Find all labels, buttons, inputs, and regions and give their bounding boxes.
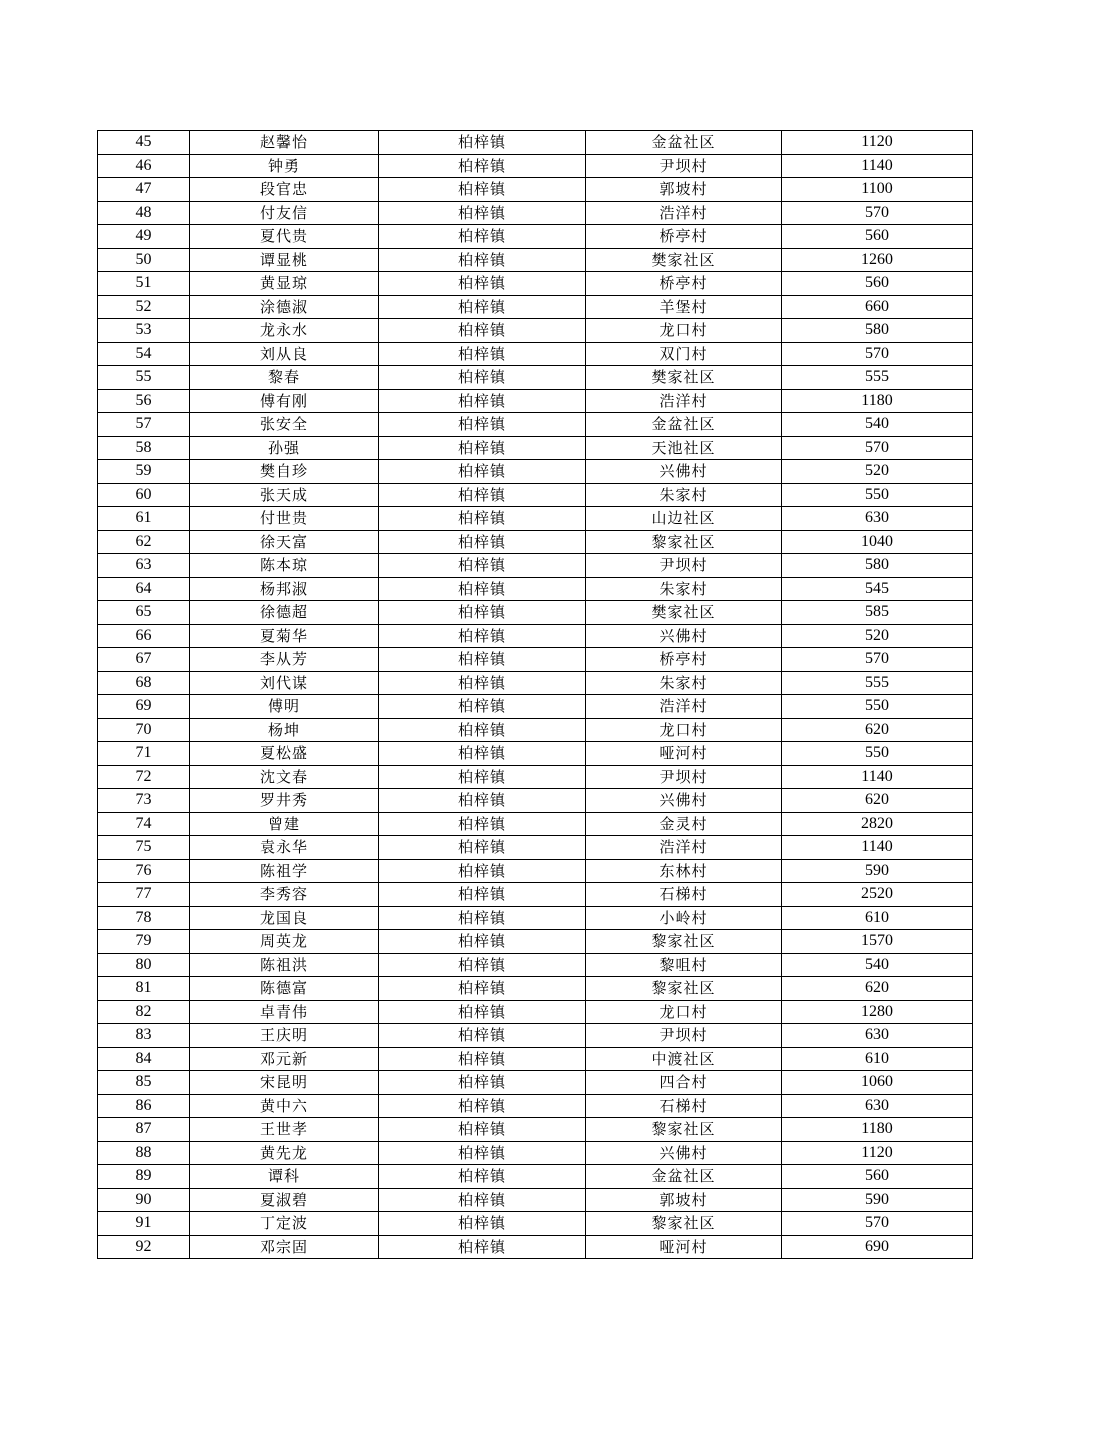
table-body xyxy=(98,131,973,1259)
amount-cell: 620 xyxy=(782,718,973,742)
row-number-cell: 55 xyxy=(98,366,190,390)
name-cell: 付世贵 xyxy=(190,507,379,531)
table-row xyxy=(98,131,973,155)
village-cell: 双门村 xyxy=(586,342,782,366)
town-cell: 柏梓镇 xyxy=(379,953,586,977)
town-cell: 柏梓镇 xyxy=(379,1188,586,1212)
row-number-cell: 82 xyxy=(98,1000,190,1024)
village-cell: 金盆社区 xyxy=(586,413,782,437)
table-row xyxy=(98,554,973,578)
name-cell: 罗井秀 xyxy=(190,789,379,813)
village-cell: 羊堡村 xyxy=(586,295,782,319)
name-cell: 刘从良 xyxy=(190,342,379,366)
row-number-cell: 54 xyxy=(98,342,190,366)
table-row xyxy=(98,812,973,836)
amount-cell: 585 xyxy=(782,601,973,625)
row-number-cell: 50 xyxy=(98,248,190,272)
village-cell: 浩洋村 xyxy=(586,389,782,413)
row-number-cell: 53 xyxy=(98,319,190,343)
amount-cell: 1180 xyxy=(782,1118,973,1142)
table-row xyxy=(98,460,973,484)
town-cell: 柏梓镇 xyxy=(379,131,586,155)
town-cell: 柏梓镇 xyxy=(379,507,586,531)
village-cell: 金盆社区 xyxy=(586,131,782,155)
name-cell: 陈本琼 xyxy=(190,554,379,578)
town-cell: 柏梓镇 xyxy=(379,342,586,366)
row-number-cell: 69 xyxy=(98,695,190,719)
amount-cell: 1060 xyxy=(782,1071,973,1095)
village-cell: 兴佛村 xyxy=(586,460,782,484)
row-number-cell: 48 xyxy=(98,201,190,225)
name-cell: 黄中六 xyxy=(190,1094,379,1118)
table-row xyxy=(98,977,973,1001)
town-cell: 柏梓镇 xyxy=(379,718,586,742)
row-number-cell: 51 xyxy=(98,272,190,296)
table-row xyxy=(98,624,973,648)
name-cell: 赵馨怡 xyxy=(190,131,379,155)
village-cell: 小岭村 xyxy=(586,906,782,930)
table-row xyxy=(98,389,973,413)
row-number-cell: 60 xyxy=(98,483,190,507)
amount-cell: 580 xyxy=(782,319,973,343)
row-number-cell: 71 xyxy=(98,742,190,766)
amount-cell: 2520 xyxy=(782,883,973,907)
name-cell: 杨坤 xyxy=(190,718,379,742)
village-cell: 兴佛村 xyxy=(586,1141,782,1165)
table-row xyxy=(98,1212,973,1236)
town-cell: 柏梓镇 xyxy=(379,789,586,813)
row-number-cell: 66 xyxy=(98,624,190,648)
amount-cell: 1260 xyxy=(782,248,973,272)
town-cell: 柏梓镇 xyxy=(379,1212,586,1236)
town-cell: 柏梓镇 xyxy=(379,248,586,272)
row-number-cell: 47 xyxy=(98,178,190,202)
name-cell: 曾建 xyxy=(190,812,379,836)
amount-cell: 555 xyxy=(782,366,973,390)
name-cell: 夏松盛 xyxy=(190,742,379,766)
name-cell: 付友信 xyxy=(190,201,379,225)
village-cell: 石梯村 xyxy=(586,1094,782,1118)
name-cell: 徐天富 xyxy=(190,530,379,554)
village-cell: 郭坡村 xyxy=(586,1188,782,1212)
name-cell: 徐德超 xyxy=(190,601,379,625)
town-cell: 柏梓镇 xyxy=(379,201,586,225)
table-row xyxy=(98,178,973,202)
name-cell: 樊自珍 xyxy=(190,460,379,484)
village-cell: 尹坝村 xyxy=(586,154,782,178)
town-cell: 柏梓镇 xyxy=(379,530,586,554)
row-number-cell: 87 xyxy=(98,1118,190,1142)
table-row xyxy=(98,272,973,296)
row-number-cell: 68 xyxy=(98,671,190,695)
town-cell: 柏梓镇 xyxy=(379,695,586,719)
village-cell: 樊家社区 xyxy=(586,248,782,272)
row-number-cell: 64 xyxy=(98,577,190,601)
table-row xyxy=(98,577,973,601)
village-cell: 桥亭村 xyxy=(586,272,782,296)
row-number-cell: 81 xyxy=(98,977,190,1001)
amount-cell: 2820 xyxy=(782,812,973,836)
village-cell: 金盆社区 xyxy=(586,1165,782,1189)
village-cell: 黎家社区 xyxy=(586,977,782,1001)
amount-cell: 620 xyxy=(782,789,973,813)
name-cell: 杨邦淑 xyxy=(190,577,379,601)
village-cell: 黎家社区 xyxy=(586,1118,782,1142)
name-cell: 陈祖学 xyxy=(190,859,379,883)
table-row xyxy=(98,366,973,390)
table-row xyxy=(98,859,973,883)
town-cell: 柏梓镇 xyxy=(379,225,586,249)
town-cell: 柏梓镇 xyxy=(379,906,586,930)
town-cell: 柏梓镇 xyxy=(379,483,586,507)
table-row xyxy=(98,906,973,930)
amount-cell: 555 xyxy=(782,671,973,695)
village-cell: 黎咀村 xyxy=(586,953,782,977)
town-cell: 柏梓镇 xyxy=(379,154,586,178)
amount-cell: 660 xyxy=(782,295,973,319)
table-row xyxy=(98,601,973,625)
name-cell: 龙永水 xyxy=(190,319,379,343)
row-number-cell: 46 xyxy=(98,154,190,178)
row-number-cell: 61 xyxy=(98,507,190,531)
name-cell: 夏淑碧 xyxy=(190,1188,379,1212)
table-row xyxy=(98,1165,973,1189)
amount-cell: 550 xyxy=(782,742,973,766)
town-cell: 柏梓镇 xyxy=(379,1141,586,1165)
table-row xyxy=(98,319,973,343)
village-cell: 尹坝村 xyxy=(586,1024,782,1048)
row-number-cell: 88 xyxy=(98,1141,190,1165)
table-row xyxy=(98,1047,973,1071)
table-row xyxy=(98,483,973,507)
town-cell: 柏梓镇 xyxy=(379,577,586,601)
amount-cell: 570 xyxy=(782,648,973,672)
name-cell: 王世孝 xyxy=(190,1118,379,1142)
amount-cell: 610 xyxy=(782,906,973,930)
row-number-cell: 63 xyxy=(98,554,190,578)
table-row xyxy=(98,342,973,366)
row-number-cell: 75 xyxy=(98,836,190,860)
village-cell: 樊家社区 xyxy=(586,601,782,625)
town-cell: 柏梓镇 xyxy=(379,601,586,625)
amount-cell: 630 xyxy=(782,507,973,531)
village-cell: 石梯村 xyxy=(586,883,782,907)
row-number-cell: 83 xyxy=(98,1024,190,1048)
name-cell: 谭科 xyxy=(190,1165,379,1189)
village-cell: 兴佛村 xyxy=(586,624,782,648)
name-cell: 陈德富 xyxy=(190,977,379,1001)
row-number-cell: 78 xyxy=(98,906,190,930)
town-cell: 柏梓镇 xyxy=(379,1024,586,1048)
row-number-cell: 70 xyxy=(98,718,190,742)
row-number-cell: 73 xyxy=(98,789,190,813)
amount-cell: 620 xyxy=(782,977,973,1001)
row-number-cell: 67 xyxy=(98,648,190,672)
town-cell: 柏梓镇 xyxy=(379,554,586,578)
row-number-cell: 62 xyxy=(98,530,190,554)
town-cell: 柏梓镇 xyxy=(379,1165,586,1189)
name-cell: 周英龙 xyxy=(190,930,379,954)
amount-cell: 570 xyxy=(782,1212,973,1236)
town-cell: 柏梓镇 xyxy=(379,366,586,390)
table-row xyxy=(98,436,973,460)
amount-cell: 1140 xyxy=(782,836,973,860)
village-cell: 桥亭村 xyxy=(586,648,782,672)
amount-cell: 570 xyxy=(782,436,973,460)
row-number-cell: 92 xyxy=(98,1235,190,1259)
village-cell: 桥亭村 xyxy=(586,225,782,249)
name-cell: 黎春 xyxy=(190,366,379,390)
village-cell: 黎家社区 xyxy=(586,1212,782,1236)
row-number-cell: 84 xyxy=(98,1047,190,1071)
village-cell: 龙口村 xyxy=(586,718,782,742)
name-cell: 李从芳 xyxy=(190,648,379,672)
town-cell: 柏梓镇 xyxy=(379,1094,586,1118)
village-cell: 哑河村 xyxy=(586,742,782,766)
row-number-cell: 77 xyxy=(98,883,190,907)
table-row xyxy=(98,718,973,742)
amount-cell: 570 xyxy=(782,201,973,225)
town-cell: 柏梓镇 xyxy=(379,460,586,484)
village-cell: 朱家村 xyxy=(586,577,782,601)
row-number-cell: 72 xyxy=(98,765,190,789)
amount-cell: 550 xyxy=(782,483,973,507)
row-number-cell: 56 xyxy=(98,389,190,413)
name-cell: 王庆明 xyxy=(190,1024,379,1048)
table-row xyxy=(98,1071,973,1095)
name-cell: 夏菊华 xyxy=(190,624,379,648)
table-row xyxy=(98,295,973,319)
village-cell: 樊家社区 xyxy=(586,366,782,390)
village-cell: 金灵村 xyxy=(586,812,782,836)
village-cell: 四合村 xyxy=(586,1071,782,1095)
town-cell: 柏梓镇 xyxy=(379,624,586,648)
table-row xyxy=(98,1094,973,1118)
name-cell: 傅明 xyxy=(190,695,379,719)
village-cell: 山边社区 xyxy=(586,507,782,531)
table-row xyxy=(98,1235,973,1259)
amount-cell: 520 xyxy=(782,624,973,648)
village-cell: 浩洋村 xyxy=(586,201,782,225)
row-number-cell: 79 xyxy=(98,930,190,954)
table-row xyxy=(98,154,973,178)
amount-cell: 630 xyxy=(782,1024,973,1048)
amount-cell: 1120 xyxy=(782,1141,973,1165)
name-cell: 涂德淑 xyxy=(190,295,379,319)
name-cell: 张安全 xyxy=(190,413,379,437)
table-row xyxy=(98,765,973,789)
amount-cell: 1570 xyxy=(782,930,973,954)
village-cell: 浩洋村 xyxy=(586,695,782,719)
row-number-cell: 90 xyxy=(98,1188,190,1212)
row-number-cell: 76 xyxy=(98,859,190,883)
name-cell: 黄先龙 xyxy=(190,1141,379,1165)
row-number-cell: 80 xyxy=(98,953,190,977)
amount-cell: 1140 xyxy=(782,154,973,178)
village-cell: 天池社区 xyxy=(586,436,782,460)
name-cell: 宋昆明 xyxy=(190,1071,379,1095)
amount-cell: 570 xyxy=(782,342,973,366)
name-cell: 卓青伟 xyxy=(190,1000,379,1024)
village-cell: 浩洋村 xyxy=(586,836,782,860)
name-cell: 黄显琼 xyxy=(190,272,379,296)
town-cell: 柏梓镇 xyxy=(379,765,586,789)
row-number-cell: 65 xyxy=(98,601,190,625)
name-cell: 沈文春 xyxy=(190,765,379,789)
table-row xyxy=(98,1024,973,1048)
table-row xyxy=(98,836,973,860)
amount-cell: 1140 xyxy=(782,765,973,789)
name-cell: 龙国良 xyxy=(190,906,379,930)
table-row xyxy=(98,671,973,695)
village-cell: 朱家村 xyxy=(586,671,782,695)
name-cell: 张天成 xyxy=(190,483,379,507)
town-cell: 柏梓镇 xyxy=(379,1000,586,1024)
name-cell: 邓宗固 xyxy=(190,1235,379,1259)
name-cell: 孙强 xyxy=(190,436,379,460)
name-cell: 袁永华 xyxy=(190,836,379,860)
amount-cell: 520 xyxy=(782,460,973,484)
row-number-cell: 89 xyxy=(98,1165,190,1189)
row-number-cell: 58 xyxy=(98,436,190,460)
village-cell: 黎家社区 xyxy=(586,530,782,554)
town-cell: 柏梓镇 xyxy=(379,319,586,343)
village-cell: 龙口村 xyxy=(586,1000,782,1024)
table-row xyxy=(98,507,973,531)
town-cell: 柏梓镇 xyxy=(379,1118,586,1142)
town-cell: 柏梓镇 xyxy=(379,742,586,766)
data-table xyxy=(97,130,973,1259)
town-cell: 柏梓镇 xyxy=(379,930,586,954)
row-number-cell: 74 xyxy=(98,812,190,836)
row-number-cell: 59 xyxy=(98,460,190,484)
village-cell: 兴佛村 xyxy=(586,789,782,813)
table-row xyxy=(98,742,973,766)
village-cell: 朱家村 xyxy=(586,483,782,507)
row-number-cell: 57 xyxy=(98,413,190,437)
village-cell: 尹坝村 xyxy=(586,765,782,789)
row-number-cell: 49 xyxy=(98,225,190,249)
town-cell: 柏梓镇 xyxy=(379,1235,586,1259)
name-cell: 谭显桃 xyxy=(190,248,379,272)
town-cell: 柏梓镇 xyxy=(379,812,586,836)
table-row xyxy=(98,953,973,977)
row-number-cell: 52 xyxy=(98,295,190,319)
amount-cell: 560 xyxy=(782,225,973,249)
amount-cell: 610 xyxy=(782,1047,973,1071)
table-row xyxy=(98,1118,973,1142)
table-row xyxy=(98,883,973,907)
amount-cell: 540 xyxy=(782,413,973,437)
name-cell: 李秀容 xyxy=(190,883,379,907)
table-row xyxy=(98,530,973,554)
town-cell: 柏梓镇 xyxy=(379,413,586,437)
town-cell: 柏梓镇 xyxy=(379,389,586,413)
amount-cell: 560 xyxy=(782,272,973,296)
row-number-cell: 86 xyxy=(98,1094,190,1118)
village-cell: 尹坝村 xyxy=(586,554,782,578)
name-cell: 傅有刚 xyxy=(190,389,379,413)
town-cell: 柏梓镇 xyxy=(379,648,586,672)
table-row xyxy=(98,201,973,225)
name-cell: 丁定波 xyxy=(190,1212,379,1236)
amount-cell: 580 xyxy=(782,554,973,578)
amount-cell: 630 xyxy=(782,1094,973,1118)
town-cell: 柏梓镇 xyxy=(379,436,586,460)
town-cell: 柏梓镇 xyxy=(379,859,586,883)
name-cell: 陈祖洪 xyxy=(190,953,379,977)
table-row xyxy=(98,695,973,719)
table-row xyxy=(98,248,973,272)
village-cell: 东林村 xyxy=(586,859,782,883)
name-cell: 刘代谋 xyxy=(190,671,379,695)
town-cell: 柏梓镇 xyxy=(379,1047,586,1071)
village-cell: 中渡社区 xyxy=(586,1047,782,1071)
amount-cell: 560 xyxy=(782,1165,973,1189)
table-row xyxy=(98,413,973,437)
table-row xyxy=(98,1188,973,1212)
amount-cell: 1100 xyxy=(782,178,973,202)
name-cell: 邓元新 xyxy=(190,1047,379,1071)
village-cell: 哑河村 xyxy=(586,1235,782,1259)
row-number-cell: 85 xyxy=(98,1071,190,1095)
town-cell: 柏梓镇 xyxy=(379,883,586,907)
amount-cell: 550 xyxy=(782,695,973,719)
amount-cell: 1040 xyxy=(782,530,973,554)
table-row xyxy=(98,930,973,954)
table-row xyxy=(98,789,973,813)
amount-cell: 690 xyxy=(782,1235,973,1259)
town-cell: 柏梓镇 xyxy=(379,836,586,860)
village-cell: 龙口村 xyxy=(586,319,782,343)
amount-cell: 1180 xyxy=(782,389,973,413)
name-cell: 钟勇 xyxy=(190,154,379,178)
name-cell: 段官忠 xyxy=(190,178,379,202)
row-number-cell: 91 xyxy=(98,1212,190,1236)
town-cell: 柏梓镇 xyxy=(379,178,586,202)
village-cell: 黎家社区 xyxy=(586,930,782,954)
amount-cell: 545 xyxy=(782,577,973,601)
village-cell: 郭坡村 xyxy=(586,178,782,202)
town-cell: 柏梓镇 xyxy=(379,272,586,296)
amount-cell: 590 xyxy=(782,859,973,883)
name-cell: 夏代贵 xyxy=(190,225,379,249)
amount-cell: 1120 xyxy=(782,131,973,155)
row-number-cell: 45 xyxy=(98,131,190,155)
amount-cell: 590 xyxy=(782,1188,973,1212)
town-cell: 柏梓镇 xyxy=(379,295,586,319)
table-row xyxy=(98,1141,973,1165)
town-cell: 柏梓镇 xyxy=(379,671,586,695)
town-cell: 柏梓镇 xyxy=(379,1071,586,1095)
table-row xyxy=(98,648,973,672)
town-cell: 柏梓镇 xyxy=(379,977,586,1001)
table-row xyxy=(98,1000,973,1024)
table-row xyxy=(98,225,973,249)
amount-cell: 540 xyxy=(782,953,973,977)
amount-cell: 1280 xyxy=(782,1000,973,1024)
